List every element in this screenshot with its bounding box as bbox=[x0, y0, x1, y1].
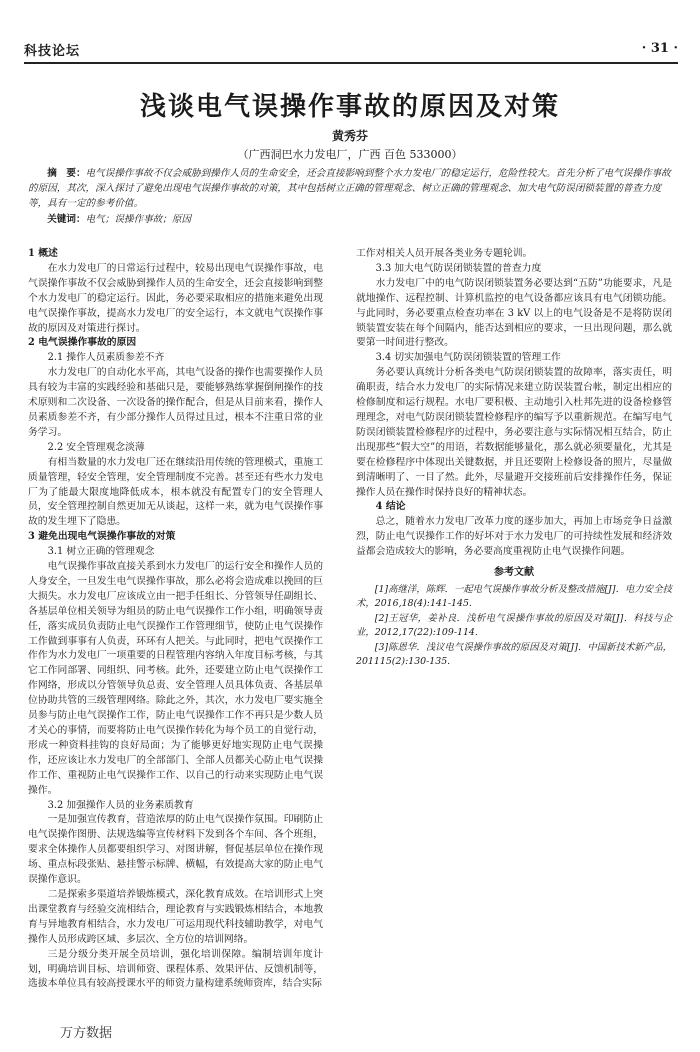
reference-item: [3]陈恩华．浅议电气误操作事故的原因及对策[J]．中国新技术新产品，201115(2):130-135. bbox=[356, 641, 672, 668]
paragraph: 水力发电厂的自动化水平高，其电气设备的操作也需要操作人员具有较为丰富的实践经验和基础只是，要能够熟练掌握倒闸操作的技术原则和二次设备、一次设备的操作配合，但是从目前来看，操作人员素质参差不齐，有少部分操作人员得过且过，根本不注重日常的业务学习。 bbox=[28, 367, 323, 438]
paragraph: 二是探索多渠道培养锻炼模式，深化教育成效。在培训形式上突出课堂教育与经验交流相结合，理论教育与实践锻炼相结合，本地教育与异地教育相结合，水力发电厂可运用现代科技辅助教学，对电气操作人员形成跨区域、多层次、全方位的培训网络。 bbox=[28, 888, 323, 945]
page-number: · 31 · bbox=[641, 41, 678, 56]
paragraph: 工作对相关人员开展各类业务专题轮训。 bbox=[356, 248, 533, 259]
paragraph: 水力发电厂中的电气防误闭锁装置务必要达到“五防”功能要求，凡是就地操作、远程控制、计算机监控的电气设备都应该具有电气闭锁功能。与此同时，务必要重点检查功率在 3 kV 以上的电气设备是不是将防误闭锁装置安装在每个间隔内，能否达到相应的要求，一旦出现问题，那么就要第一时间进行整改。 bbox=[356, 277, 672, 349]
right-column bbox=[356, 247, 672, 670]
abstract-label: 摘 要： bbox=[47, 168, 86, 179]
paragraph: 三是分级分类开展全员培训，强化培训保障。编制培训年度计划，明确培训目标、培训师资、课程体系、效果评估、反馈机制等，选拔本单位具有较高授课水平的师资力量构建系统师资库，结合实际 bbox=[28, 948, 323, 990]
reference-item: [2]王冠华，姜补良．浅析电气误操作事故的原因及对策[J]．科技与企业，2012,17(22):109-114. bbox=[356, 612, 672, 639]
subsection-heading: 3.4 切实加强电气防误闭锁装置的管理工作 bbox=[375, 352, 561, 364]
paragraph: 一是加强宣传教育，营造浓厚的防止电气误操作氛围。印刷防止电气误操作图册、法规选编等宣传材料下发到各个车间、各个班组，要求全体操作人员都要组织学习、对图讲解，督促基层单位在操作现场、重点标段张贴、悬挂警示标牌、横幅，有效提高大家的防止电气误操作意识。 bbox=[28, 814, 323, 886]
affiliation: （广西洞巴水力发电厂，广西 百色 533000） bbox=[237, 148, 463, 161]
section-heading: 2 电气误操作事故的原因 bbox=[28, 337, 137, 349]
article-title: 浅谈电气误操作事故的原因及对策 bbox=[139, 92, 560, 122]
paragraph: 务必要认真统计分析各类电气防误闭锁装置的故障率，落实责任，明确职责，结合水力发电厂的实际情况来建立防误装置台帐，制定出相应的检修制度和运行规程。水电厂要积极、主动地引入杜邦先进的设备检修管理理念，对电气防误闭锁装置检修程序的编写予以重新规范。在编写电气防误闭锁装置检修程序的过程中，务必要注意与实际情况相互结合，防止出现那些“假大空”的用语，若数据能够量化，那么就必须要量化，尤其是要在检修程序中体现出关键数据，并且还要附上检修设备的照片，尽量做到清晰明了、一目了然。此外，尽量避开交接班前后安排操作任务，保证操作人员在操作时保持良好的精神状态。 bbox=[356, 367, 672, 498]
column-name: 科技论坛 bbox=[24, 44, 81, 59]
section-heading: 4 结论 bbox=[375, 501, 406, 513]
abstract bbox=[28, 166, 674, 211]
subsection-heading: 3.2 加强操作人员的业务素质教育 bbox=[47, 799, 194, 811]
subsection-heading: 2.1 操作人员素质参差不齐 bbox=[47, 352, 165, 364]
section-heading: 1 概述 bbox=[28, 248, 58, 259]
reference-item: [1]高继洋，陈辉．一起电气误操作事故分析及整改措施[J]．电力安全技术，2016,18(4):141-145. bbox=[356, 583, 672, 610]
keywords-text: 电气；误操作事故；原因 bbox=[85, 214, 192, 225]
paragraph: 有相当数量的水力发电厂还在继续沿用传统的管理模式，重施工质量管理，轻安全管理，安全管理制度不完善。甚至还有些水力发电厂为了能最大限度地降低成本，根本就没有配置专门的安全管理人员，安全管理控制自然更加无从谈起，这样一来，就为电气误操作事故的发生埋下了隐患。 bbox=[28, 456, 323, 528]
keywords-label: 关键词： bbox=[47, 214, 86, 225]
keywords bbox=[28, 212, 674, 227]
running-header bbox=[24, 40, 678, 64]
abstract-text: 电气误操作事故不仅会威胁到操作人员的生命安全，还会直接影响到整个水力发电厂的稳定运行，危险性较大。首先分析了电气误操作事故的原因，其次，深入探讨了避免出现电气误操作事故的对策，其中包括树立正确的管理观念、树立正确的管理观念、加大电气防误闭锁装置的普查力度等，具有一定的参考价值。 bbox=[28, 168, 671, 209]
subsection-heading: 3.3 加大电气防误闭锁装置的普查力度 bbox=[375, 262, 542, 274]
left-column bbox=[28, 247, 323, 992]
subsection-heading: 2.2 安全管理观念淡薄 bbox=[47, 441, 145, 453]
section-heading: 3 避免出现电气误操作事故的对策 bbox=[28, 531, 176, 543]
paragraph: 在水力发电厂的日常运行过程中，较易出现电气误操作事故，电气误操作事故不仅会威胁到操作人员的生命安全，还会直接影响到整个水力发电厂的稳定运行。因此，务必要采取相应的措施来避免出现电气误操作事故，提高水力发电厂的安全运行，本文就电气误操作事故的原因及对策进行探讨。 bbox=[28, 262, 323, 334]
watermark-text: 万方数据 bbox=[60, 1026, 113, 1041]
paragraph: 总之，随着水力发电厂改革力度的逐步加大，再加上市场竞争日益激烈，防止电气误操作工作的好坏对于水力发电厂的可持续性发展和经济效益都会造成较大的影响，务必要高度重视防止电气误操作问题。 bbox=[356, 516, 672, 558]
paragraph: 电气误操作事故直接关系到水力发电厂的运行安全和操作人员的人身安全，一旦发生电气误操作事故，那么必将会造成难以挽回的巨大损失。水力发电厂应该成立由一把手任组长、分管领导任副组长、各基层单位相关领导为组员的防止电气误操作工作小组，明确领导责任，落实成员负责防止电气误操作工作管理细节，使防止电气误操作工作做到事事有人负责，环环有人把关。与此同时，把电气误操作工作作为水力发电厂一项重要的日程管理内容纳入年度目标考核，与其它工作同部署、同组织、同考核。此外，还要建立防止电气误操作工作网络，形成以分管领导负总责、安全管理人员具体负责、各基层单位协助共管的三级管理网络。除此之外，其次，水力发电厂要实施全员参与防止电气误操作工作，防止电气误操作工作不再只是少数人员才关心的事情，而要将防止电气误操作转化为每个员工的自觉行动，形成一种资料挂钩的良好局面；为了能够更好地实现防止电气误操作，还应该让水力发电厂的全部部门、全部人员都关心防止电气误操作工作、重视防止电气误操作工作、以自己的行动来实现防止电气误操作。 bbox=[28, 561, 323, 796]
references-heading: 参考文献 bbox=[494, 567, 534, 579]
author: 黄秀芬 bbox=[331, 129, 368, 143]
subsection-heading: 3.1 树立正确的管理观念 bbox=[47, 546, 155, 558]
